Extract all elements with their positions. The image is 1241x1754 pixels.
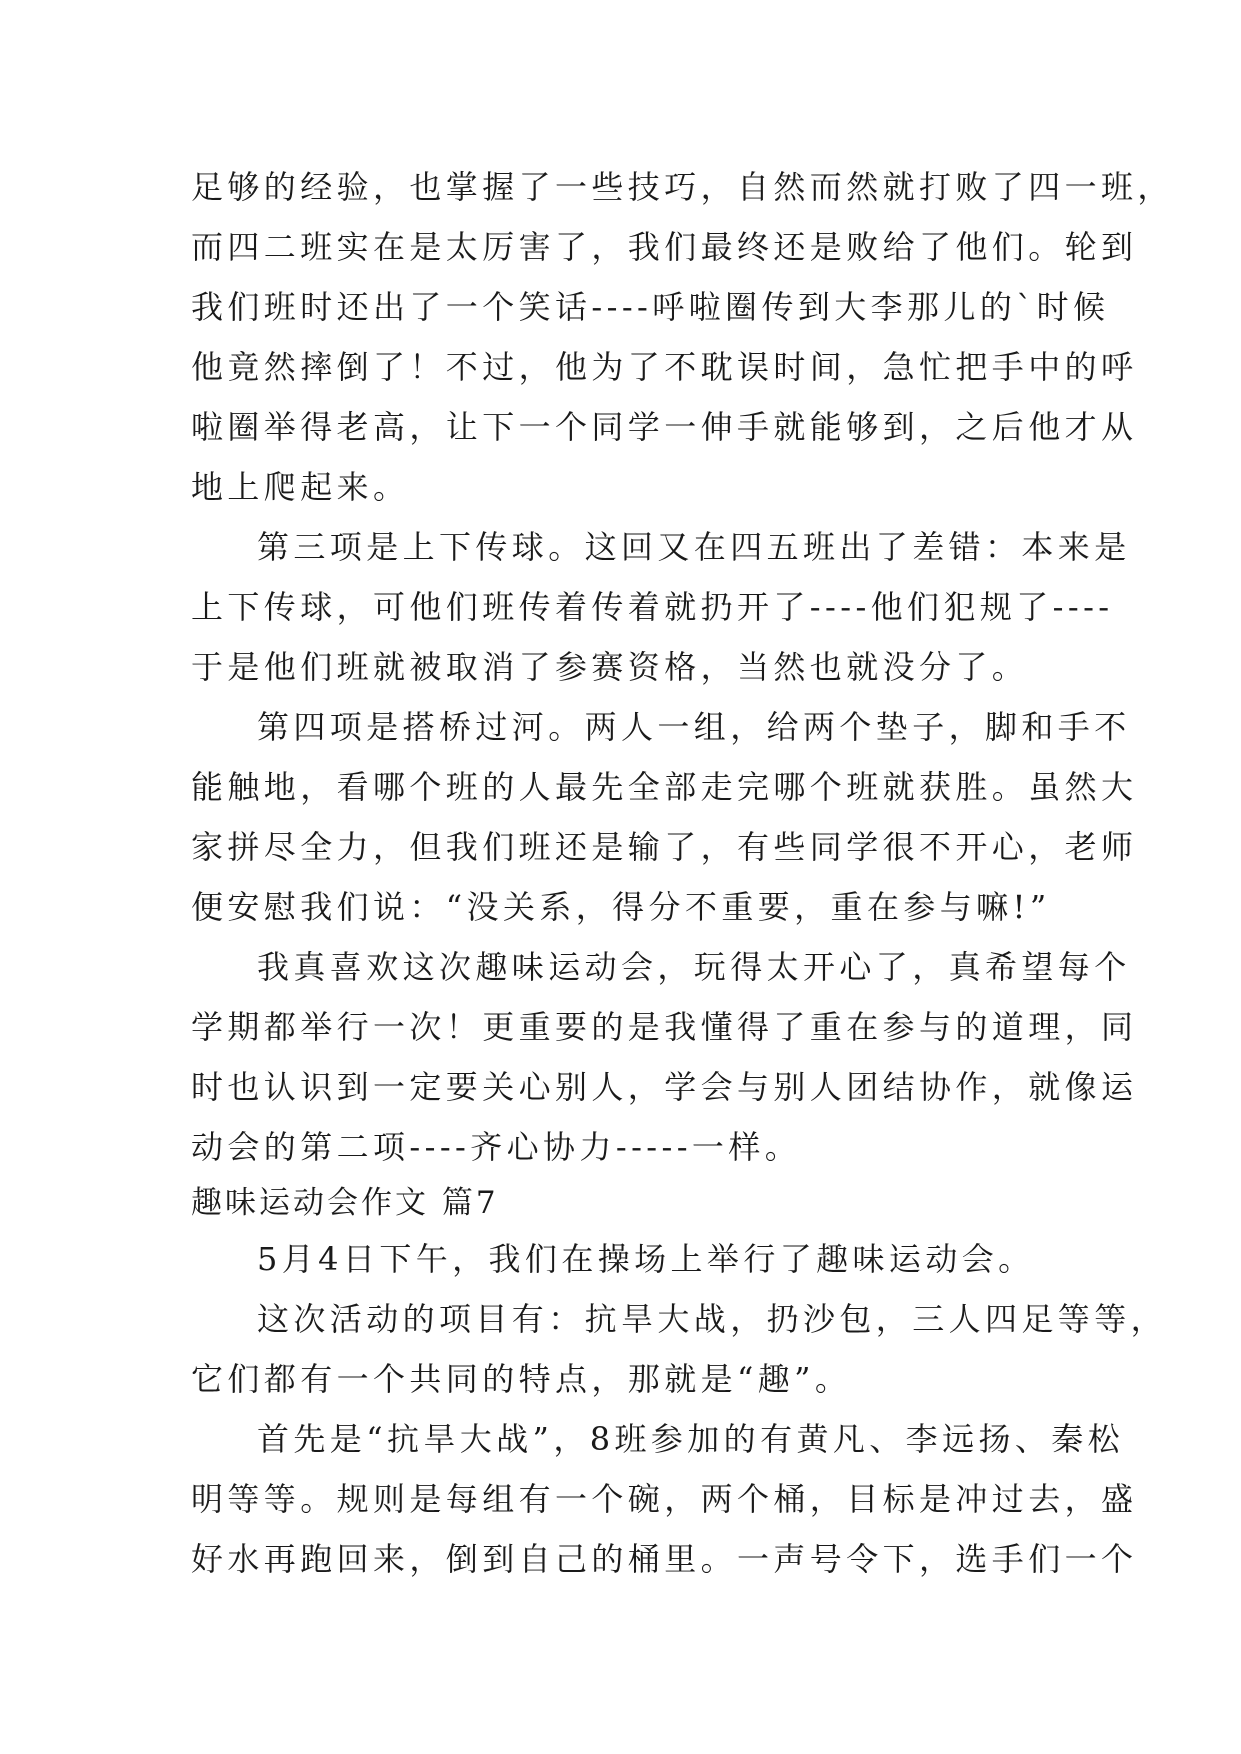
essay-body xyxy=(191,157,1174,1589)
paragraph-first-line: 第三项是上下传球。这回又在四五班出了差错：本来是 xyxy=(257,528,1131,566)
text-line: 时也认识到一定要关心别人，学会与别人团结协作，就像运 xyxy=(191,1068,1138,1106)
paragraph-first-line: 第四项是搭桥过河。两人一组，给两个垫子，脚和手不 xyxy=(257,708,1131,746)
text-line: 它们都有一个共同的特点，那就是“趣”。 xyxy=(191,1360,852,1398)
text-line: 地上爬起来。 xyxy=(191,468,410,506)
paragraph-first-line: 我真喜欢这次趣味运动会，玩得太开心了，真希望每个 xyxy=(257,948,1131,986)
text-line: 于是他们班就被取消了参赛资格，当然也就没分了。 xyxy=(191,648,1029,686)
paragraph-first-line: 这次活动的项目有：抗旱大战，扔沙包，三人四足等等， xyxy=(257,1300,1168,1338)
text-line: 学期都举行一次！更重要的是我懂得了重在参与的道理，同 xyxy=(191,1008,1138,1046)
text-line: 上下传球，可他们班传着传着就扔开了----他们犯规了---- xyxy=(191,588,1114,626)
text-line: 好水再跑回来，倒到自己的桶里。一声号令下，选手们一个 xyxy=(191,1540,1138,1578)
text-line: 能触地，看哪个班的人最先全部走完哪个班就获胜。虽然大 xyxy=(191,768,1138,806)
section-heading: 趣味运动会作文 篇7 xyxy=(191,1185,499,1221)
paragraph-first-line: 5月4日下午，我们在操场上举行了趣味运动会。 xyxy=(257,1240,1035,1278)
text-line: 明等等。规则是每组有一个碗，两个桶，目标是冲过去，盛 xyxy=(191,1480,1138,1518)
text-line: 啦圈举得老高，让下一个同学一伸手就能够到，之后他才从 xyxy=(191,408,1138,446)
text-line: 便安慰我们说：“没关系，得分不重要，重在参与嘛!” xyxy=(191,888,1051,926)
text-line: 足够的经验，也掌握了一些技巧，自然而然就打败了四一班， xyxy=(191,168,1174,206)
text-line: 动会的第二项----齐心协力-----一样。 xyxy=(191,1128,802,1166)
text-line: 而四二班实在是太厉害了，我们最终还是败给了他们。轮到 xyxy=(191,228,1138,266)
text-line: 我们班时还出了一个笑话----呼啦圈传到大李那儿的`时候 xyxy=(191,288,1110,326)
paragraph-first-line: 首先是“抗旱大战”，8班参加的有黄凡、李远扬、秦松 xyxy=(257,1420,1125,1458)
text-line: 他竟然摔倒了！不过，他为了不耽误时间，急忙把手中的呼 xyxy=(191,348,1138,386)
text-line: 家拼尽全力，但我们班还是输了，有些同学很不开心，老师 xyxy=(191,828,1138,866)
